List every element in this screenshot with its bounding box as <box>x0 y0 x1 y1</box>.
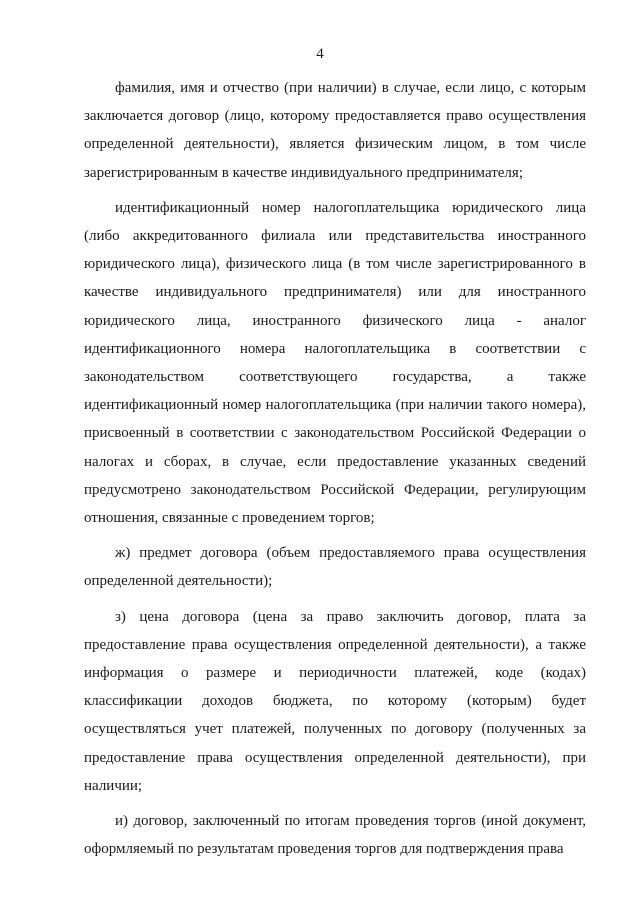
paragraph-contract-subject: ж) предмет договора (объем предоставляемого права осуществления определенной деятельности); <box>84 545 586 590</box>
paragraph-full-name: фамилия, имя и отчество (при наличии) в случае, если лицо, с которым заключается договор (лицо, которому предоставляется право осуществления определенной деятельности), является физическим лицом, в том числе зарегистрированным в качестве индивидуального предпринимателя; <box>84 80 586 181</box>
paragraph-taxpayer-id: идентификационный номер налогоплательщика юридического лица (либо аккредитованного филиала или представительства иностранного юридического лица), физического лица (в том числе зарегистрированного в качестве индивидуального предпринимателя) или для иностранного юридического лица, иностранного физического лица - аналог идентификационного номера налогоплательщика в соответствии с законодательством соответствующего государства, а также идентификационный номер налогоплательщика (при наличии такого номера), присвоенный в соответствии с законодательством Российской Федерации о налогах и сборах, в случае, если предоставление указанных сведений предусмотрено законодательством Российской Федерации, регулирующим отношения, связанные с проведением торгов; <box>84 199 586 527</box>
paragraph-contract-price: з) цена договора (цена за право заключить договор, плата за предоставление права осуществления определенной деятельности), а также информация о размере и периодичности платежей, коде (кодах) классификации доходов бюджета, по которому (которым) будет осуществляться учет платежей, полученных по договору (полученных за предоставление права осуществления определенной деятельности), при наличии; <box>84 608 586 794</box>
paragraph-contract-document: и) договор, заключенный по итогам проведения торгов (иной документ, оформляемый по результатам проведения торгов для подтверждения права <box>84 813 586 858</box>
page-body <box>84 74 586 863</box>
page-number: 4 <box>316 46 324 62</box>
